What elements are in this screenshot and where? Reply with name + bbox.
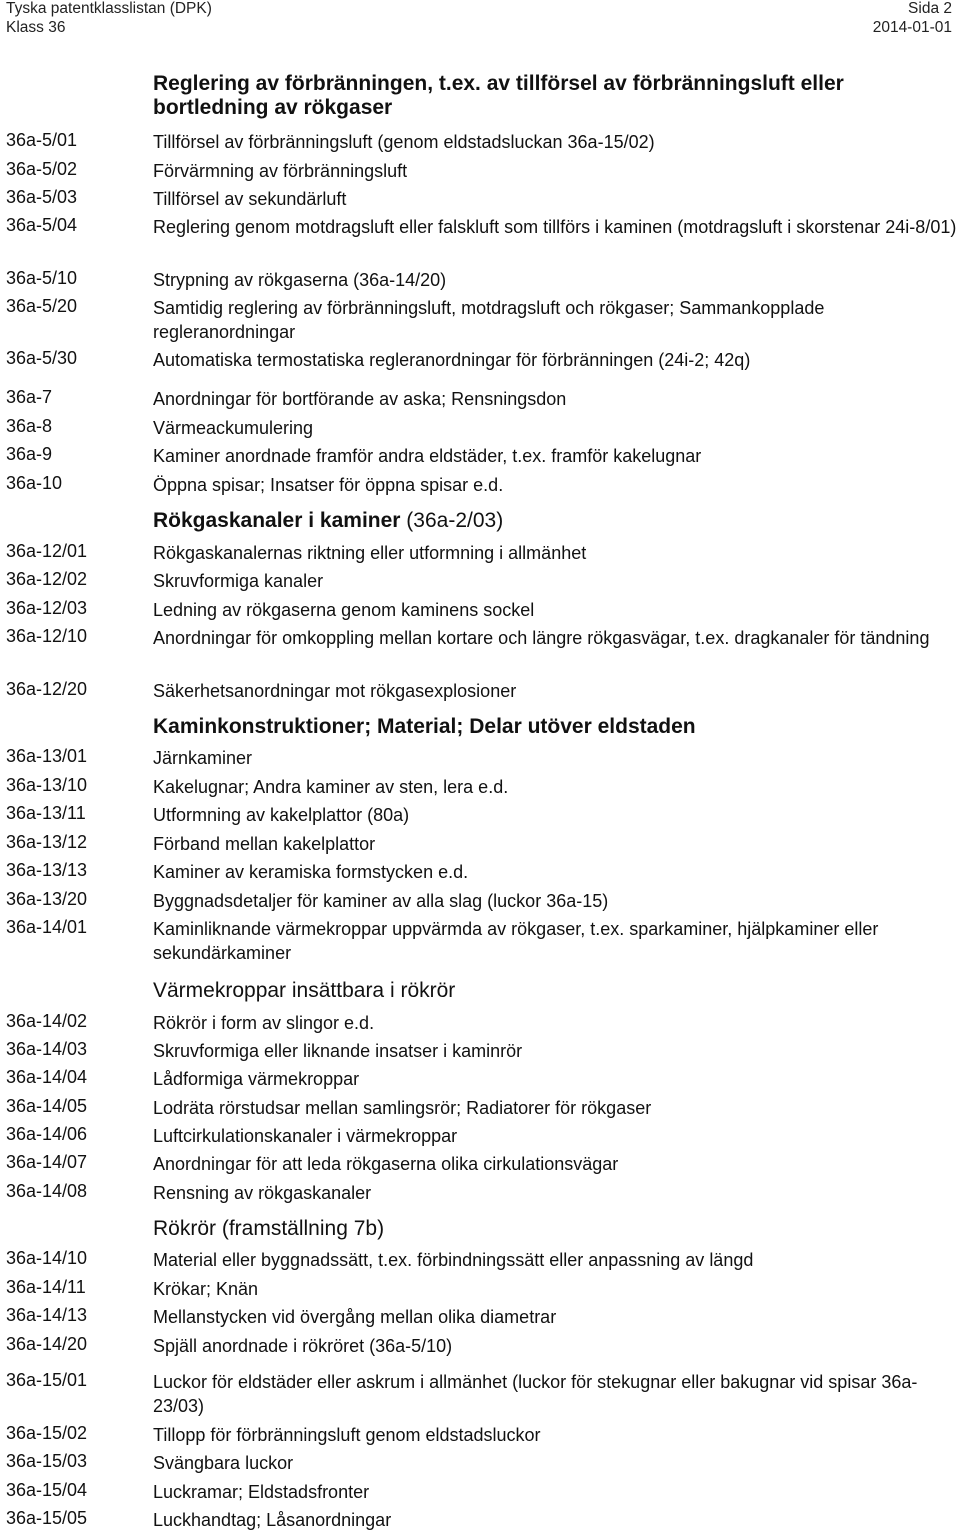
class-description: Lådformiga värmekroppar xyxy=(153,1069,360,1089)
class-code: 36a-14/11 xyxy=(6,1277,86,1297)
class-description: Tillopp för förbränningsluft genom eldstadsluckor xyxy=(153,1425,541,1445)
class-code: 36a-14/02 xyxy=(6,1011,88,1031)
class-description: Anordningar för omkoppling mellan kortare och längre rökgasvägar, t.ex. dragkanaler för tändning xyxy=(153,628,930,648)
class-description: Anordningar för bortförande av aska; Rensningsdon xyxy=(153,389,567,409)
class-code: 36a-5/20 xyxy=(6,296,78,316)
class-code: 36a-14/07 xyxy=(6,1152,88,1172)
class-code: 36a-5/03 xyxy=(6,187,78,207)
class-code: 36a-5/02 xyxy=(6,159,78,179)
class-code: 36a-14/04 xyxy=(6,1067,88,1087)
class-code: 36a-15/04 xyxy=(6,1480,88,1500)
class-code: 36a-14/05 xyxy=(6,1096,88,1116)
class-code: 36a-12/20 xyxy=(6,679,88,699)
class-code: 36a-12/10 xyxy=(6,626,88,646)
class-description: Järnkaminer xyxy=(153,748,253,768)
class-code: 36a-10 xyxy=(6,473,63,493)
class-description: Svängbara luckor xyxy=(153,1453,294,1473)
class-code: 36a-13/20 xyxy=(6,889,88,909)
class-description: Kakelugnar; Andra kaminer av sten, lera e.d. xyxy=(153,777,509,797)
class-code: 36a-15/05 xyxy=(6,1508,88,1528)
class-description: Rensning av rökgaskanaler xyxy=(153,1183,372,1203)
class-description: Skruvformiga kanaler xyxy=(153,571,324,591)
class-code: 36a-13/11 xyxy=(6,803,86,823)
class-code: 36a-14/01 xyxy=(6,917,88,937)
class-code: 36a-7 xyxy=(6,387,53,407)
header-right-line2: 2014-01-01 xyxy=(872,19,952,36)
class-code: 36a-5/01 xyxy=(6,130,78,150)
section-heading-text: Rökrör (framställning 7b) xyxy=(153,1217,385,1240)
class-code: 36a-12/01 xyxy=(6,541,88,561)
class-description: Kaminliknande värmekroppar uppvärmda av rökgaser, t.ex. sparkaminer, hjälpkaminer eller sekundärkaminer xyxy=(153,919,879,963)
class-code: 36a-14/20 xyxy=(6,1334,88,1354)
class-code: 36a-5/30 xyxy=(6,348,78,368)
class-code: 36a-14/08 xyxy=(6,1181,88,1201)
class-description: Samtidig reglering av förbränningsluft, motdragsluft och rökgaser; Sammankopplade regleranordningar xyxy=(153,298,825,342)
class-code: 36a-13/12 xyxy=(6,832,88,852)
class-description: Tillförsel av förbränningsluft (genom eldstadsluckan 36a-15/02) xyxy=(153,132,655,152)
class-description: Förvärmning av förbränningsluft xyxy=(153,161,408,181)
class-code: 36a-13/10 xyxy=(6,775,88,795)
class-description: Skruvformiga eller liknande insatser i kaminrör xyxy=(153,1041,523,1061)
class-code: 36a-15/03 xyxy=(6,1451,88,1471)
class-description: Automatiska termostatiska regleranordningar för förbränningen (24i-2; 42q) xyxy=(153,350,751,370)
class-description: Reglering genom motdragsluft eller falskluft som tillförs i kaminen (motdragsluft i skorstenar 24i-8/01) xyxy=(153,217,957,237)
section-heading-text: Värmekroppar insättbara i rökrör xyxy=(153,979,456,1002)
class-description: Luckor för eldstäder eller askrum i allmänhet (luckor för stekugnar eller bakugnar vid spisar 36a-23/03) xyxy=(153,1372,918,1416)
class-code: 36a-14/06 xyxy=(6,1124,88,1144)
class-code: 36a-12/03 xyxy=(6,598,88,618)
class-code: 36a-5/10 xyxy=(6,268,78,288)
class-code: 36a-8 xyxy=(6,416,53,436)
class-description: Strypning av rökgaserna (36a-14/20) xyxy=(153,270,447,290)
class-description: Lodräta rörstudsar mellan samlingsrör; Radiatorer för rökgaser xyxy=(153,1098,652,1118)
class-description: Värmeackumulering xyxy=(153,418,314,438)
class-description: Säkerhetsanordningar mot rökgasexplosioner xyxy=(153,681,517,701)
class-description: Kaminer av keramiska formstycken e.d. xyxy=(153,862,469,882)
class-description: Byggnadsdetaljer för kaminer av alla slag (luckor 36a-15) xyxy=(153,891,609,911)
class-description: Luckramar; Eldstadsfronter xyxy=(153,1482,370,1502)
header-left-line2: Klass 36 xyxy=(6,19,66,36)
class-description: Material eller byggnadssätt, t.ex. förbindningssätt eller anpassning av längd xyxy=(153,1250,754,1270)
class-description: Förband mellan kakelplattor xyxy=(153,834,376,854)
class-description: Kaminer anordnade framför andra eldstäder, t.ex. framför kakelugnar xyxy=(153,446,702,466)
class-description: Anordningar för att leda rökgaserna olika cirkulationsvägar xyxy=(153,1154,619,1174)
class-description: Luftcirkulationskanaler i värmekroppar xyxy=(153,1126,458,1146)
class-description: Tillförsel av sekundärluft xyxy=(153,189,347,209)
class-description: Spjäll anordnade i rökröret (36a-5/10) xyxy=(153,1336,453,1356)
class-description: Mellanstycken vid övergång mellan olika diametrar xyxy=(153,1307,557,1327)
class-description: Ledning av rökgaserna genom kaminens sockel xyxy=(153,600,535,620)
section-heading-text xyxy=(153,509,958,533)
class-code: 36a-14/13 xyxy=(6,1305,88,1325)
class-description: Öppna spisar; Insatser för öppna spisar e.d. xyxy=(153,475,504,495)
class-code: 36a-14/03 xyxy=(6,1039,88,1059)
header-left-line1: Tyska patentklasslistan (DPK) xyxy=(6,0,212,17)
class-code: 36a-5/04 xyxy=(6,215,78,235)
class-code: 36a-12/02 xyxy=(6,569,88,589)
class-code: 36a-14/10 xyxy=(6,1248,88,1268)
section-heading-bold: Rökgaskanaler i kaminer xyxy=(153,509,401,532)
class-description: Krökar; Knän xyxy=(153,1279,259,1299)
header-right-line1: Sida 2 xyxy=(908,0,952,17)
class-description: Rökgaskanalernas riktning eller utformning i allmänhet xyxy=(153,543,587,563)
class-code: 36a-13/13 xyxy=(6,860,88,880)
class-code: 36a-9 xyxy=(6,444,53,464)
class-description: Utformning av kakelplattor (80a) xyxy=(153,805,410,825)
class-code: 36a-15/01 xyxy=(6,1370,88,1390)
class-description: Luckhandtag; Låsanordningar xyxy=(153,1510,392,1530)
class-code: 36a-15/02 xyxy=(6,1423,88,1443)
class-code: 36a-13/01 xyxy=(6,746,88,766)
section-heading-text: Reglering av förbränningen, t.ex. av tillförsel av förbränningsluft eller bortledning av rökgaser xyxy=(153,72,844,119)
section-heading-text: Kaminkonstruktioner; Material; Delar utöver eldstaden xyxy=(153,715,696,738)
class-description: Rökrör i form av slingor e.d. xyxy=(153,1013,375,1033)
section-heading-ref: (36a-2/03) xyxy=(400,509,504,532)
